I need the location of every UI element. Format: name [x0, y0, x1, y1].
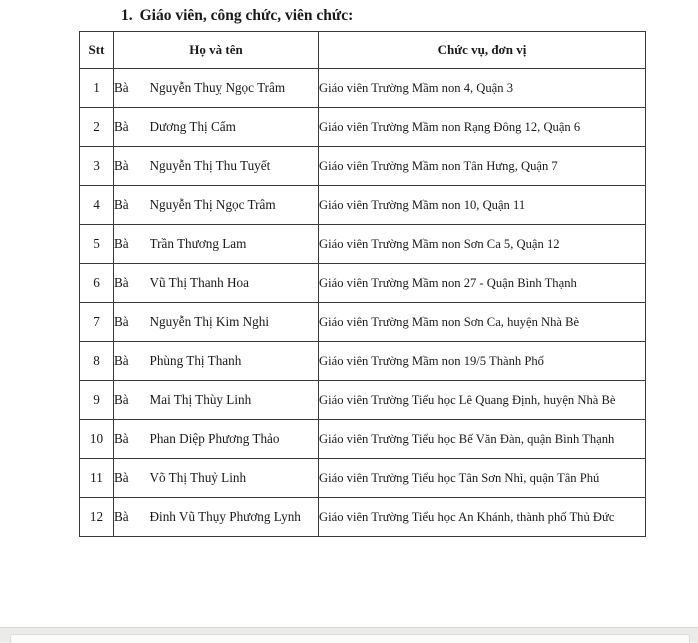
table-row	[80, 147, 646, 186]
row-title: Bà	[114, 147, 150, 186]
row-number: 5	[80, 225, 114, 264]
row-number: 1	[80, 69, 114, 108]
row-position: Giáo viên Trường Mầm non Tân Hưng, Quận 7	[319, 147, 646, 186]
row-title: Bà	[114, 225, 150, 264]
row-full-name: Trần Thương Lam	[150, 225, 319, 264]
row-position: Giáo viên Trường Tiểu học An Khánh, thành phố Thủ Đức	[319, 498, 646, 537]
row-full-name: Nguyễn Thuỵ Ngọc Trâm	[150, 69, 319, 108]
row-position: Giáo viên Trường Mầm non Sơn Ca, huyện Nhà Bè	[319, 303, 646, 342]
row-number: 4	[80, 186, 114, 225]
row-number: 12	[80, 498, 114, 537]
row-position: Giáo viên Trường Mầm non Rạng Đông 12, Quận 6	[319, 108, 646, 147]
table-row	[80, 108, 646, 147]
row-full-name: Đinh Vũ Thụy Phương Lynh	[150, 498, 319, 537]
row-title: Bà	[114, 69, 150, 108]
row-full-name: Nguyễn Thị Thu Tuyết	[150, 147, 319, 186]
row-title: Bà	[114, 381, 150, 420]
row-title: Bà	[114, 420, 150, 459]
section-number: 1.	[121, 7, 133, 24]
row-position: Giáo viên Trường Mầm non Sơn Ca 5, Quận 12	[319, 225, 646, 264]
table-row	[80, 225, 646, 264]
row-position: Giáo viên Trường Tiểu học Lê Quang Định, huyện Nhà Bè	[319, 381, 646, 420]
table-row	[80, 186, 646, 225]
table-row	[80, 459, 646, 498]
row-position: Giáo viên Trường Mầm non 19/5 Thành Phố	[319, 342, 646, 381]
staff-table	[79, 31, 646, 537]
row-title: Bà	[114, 264, 150, 303]
row-full-name: Nguyễn Thị Kim Nghi	[150, 303, 319, 342]
row-number: 11	[80, 459, 114, 498]
row-full-name: Võ Thị Thuỷ Linh	[150, 459, 319, 498]
row-title: Bà	[114, 498, 150, 537]
row-full-name: Phùng Thị Thanh	[150, 342, 319, 381]
table-row	[80, 303, 646, 342]
row-number: 7	[80, 303, 114, 342]
row-title: Bà	[114, 342, 150, 381]
row-full-name: Mai Thị Thùy Linh	[150, 381, 319, 420]
row-position: Giáo viên Trường Mầm non 10, Quận 11	[319, 186, 646, 225]
header-position: Chức vụ, đơn vị	[319, 32, 646, 69]
row-number: 10	[80, 420, 114, 459]
header-stt: Stt	[80, 32, 114, 69]
row-title: Bà	[114, 459, 150, 498]
section-title: Giáo viên, công chức, viên chức:	[139, 7, 354, 24]
row-title: Bà	[114, 303, 150, 342]
table-row	[80, 381, 646, 420]
row-title: Bà	[114, 186, 150, 225]
table-row	[80, 498, 646, 537]
row-title: Bà	[114, 108, 150, 147]
row-number: 2	[80, 108, 114, 147]
row-full-name: Dương Thị Cẩm	[150, 108, 319, 147]
row-number: 9	[80, 381, 114, 420]
row-number: 3	[80, 147, 114, 186]
row-full-name: Nguyễn Thị Ngọc Trâm	[150, 186, 319, 225]
table-row	[80, 342, 646, 381]
row-number: 6	[80, 264, 114, 303]
section-heading	[121, 7, 353, 25]
table-header-row	[80, 32, 646, 69]
row-full-name: Vũ Thị Thanh Hoa	[150, 264, 319, 303]
row-position: Giáo viên Trường Tiểu học Tân Sơn Nhì, quận Tân Phú	[319, 459, 646, 498]
table-row	[80, 264, 646, 303]
row-position: Giáo viên Trường Mầm non 4, Quận 3	[319, 69, 646, 108]
table-row	[80, 69, 646, 108]
table-row	[80, 420, 646, 459]
row-number: 8	[80, 342, 114, 381]
row-position: Giáo viên Trường Tiểu học Bế Văn Đàn, quận Bình Thạnh	[319, 420, 646, 459]
row-full-name: Phan Diệp Phương Thảo	[150, 420, 319, 459]
row-position: Giáo viên Trường Mầm non 27 - Quận Bình Thạnh	[319, 264, 646, 303]
header-name: Họ và tên	[114, 32, 319, 69]
